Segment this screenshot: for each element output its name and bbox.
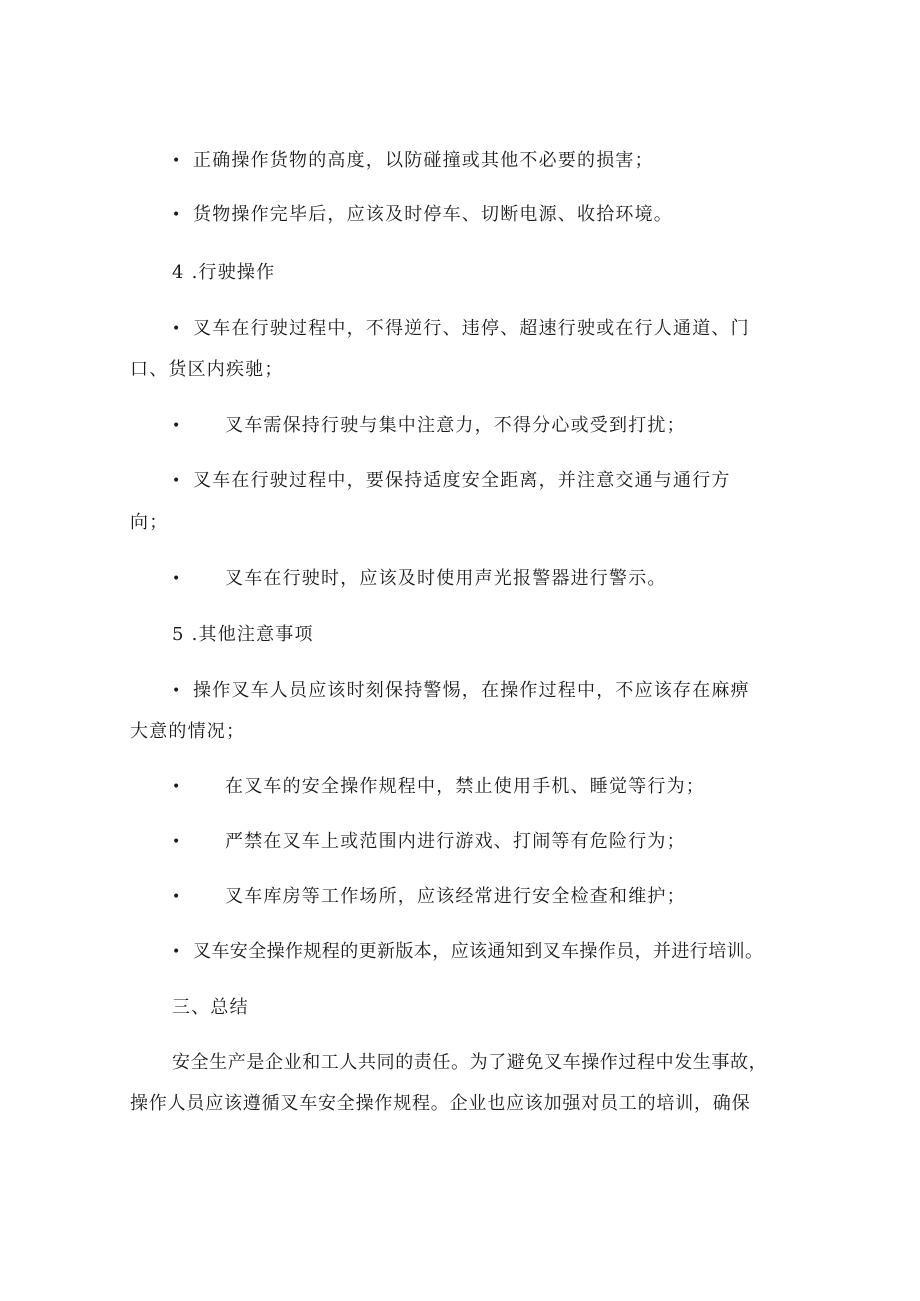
list-item: 叉车在行驶时，应该及时使用声光报警器进行警示。 — [225, 568, 667, 589]
section-heading: 4 .行驶操作 — [172, 262, 276, 283]
bullet-marker: • — [172, 889, 181, 905]
bullet-marker: • — [172, 944, 181, 960]
bullet-marker: • — [172, 683, 181, 699]
bullet-marker: • — [172, 321, 181, 337]
list-item-continuation: 口、货区内疾驰； — [130, 359, 284, 380]
list-item: 叉车在行驶过程中，要保持适度安全距离，并注意交通与通行方 — [193, 470, 731, 491]
list-item: 叉车库房等工作场所，应该经常进行安全检查和维护； — [225, 886, 686, 907]
list-item: 严禁在叉车上或范围内进行游戏、打闹等有危险行为； — [225, 831, 686, 852]
list-item: 叉车在行驶过程中，不得逆行、违停、超速行驶或在行人通道、门 — [193, 318, 750, 339]
list-item: 在叉车的安全操作规程中，禁止使用手机、睡觉等行为； — [225, 776, 705, 797]
section-heading: 三、总结 — [172, 997, 249, 1018]
bullet-marker: • — [172, 207, 181, 223]
section-heading: 5 .其他注意事项 — [172, 624, 314, 645]
list-item-continuation: 向； — [130, 512, 169, 533]
paragraph-line: 安全生产是企业和工人共同的责任。为了避免叉车操作过程中发生事故， — [172, 1052, 768, 1073]
bullet-marker: • — [172, 153, 181, 169]
bullet-marker: • — [172, 473, 181, 489]
bullet-marker: • — [172, 834, 181, 850]
list-item: 正确操作货物的高度，以防碰撞或其他不必要的损害； — [193, 150, 654, 171]
bullet-marker: • — [172, 571, 181, 587]
list-item: 叉车需保持行驶与集中注意力，不得分心或受到打扰； — [225, 415, 686, 436]
list-item: 货物操作完毕后，应该及时停车、切断电源、收拾环境。 — [193, 204, 673, 225]
bullet-marker: • — [172, 779, 181, 795]
list-item: 叉车安全操作规程的更新版本，应该通知到叉车操作员，并进行培训。 — [193, 941, 764, 962]
paragraph-line: 操作人员应该遵循叉车安全操作规程。企业也应该加强对员工的培训，确保 — [130, 1093, 751, 1114]
bullet-marker: • — [172, 418, 181, 434]
list-item-continuation: 大意的情况； — [130, 721, 246, 742]
list-item: 操作叉车人员应该时刻保持警惕，在操作过程中，不应该存在麻痹 — [193, 680, 750, 701]
